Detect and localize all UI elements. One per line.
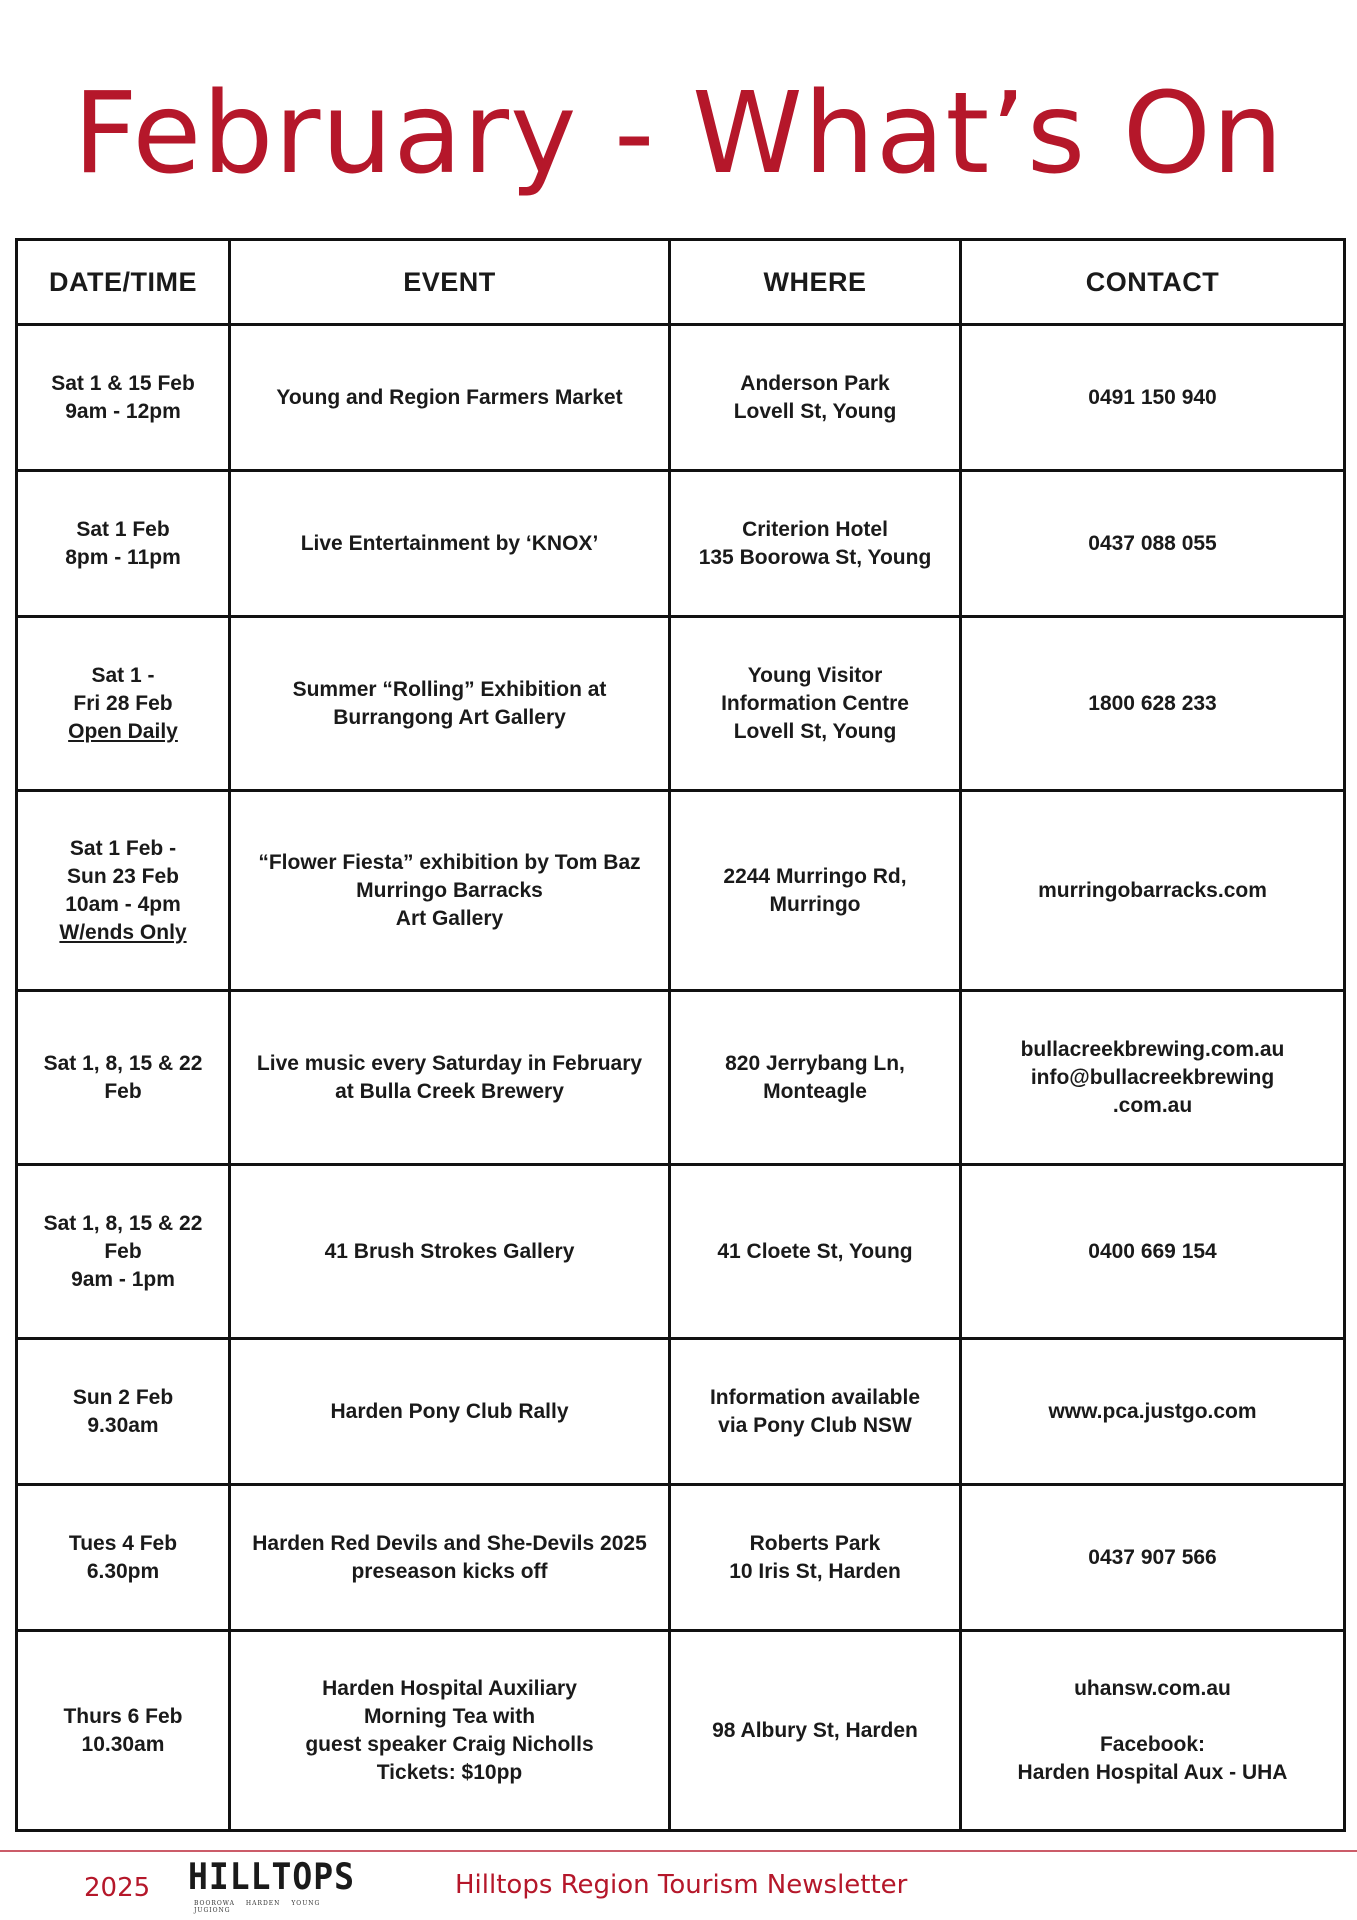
logo-towns: BOOROWA HARDEN YOUNG JUGIONG <box>194 1900 321 1914</box>
cell-line: Tickets: $10pp <box>376 1760 523 1784</box>
cell-line: Harden Hospital Aux - UHA <box>1017 1760 1288 1784</box>
cell-line: at Bulla Creek Brewery <box>335 1079 564 1103</box>
cell-event <box>230 1631 670 1831</box>
cell-line: Harden Hospital Auxiliary <box>322 1676 577 1700</box>
cell-date <box>17 791 230 991</box>
cell-line: Tues 4 Feb <box>68 1531 178 1555</box>
cell-event <box>230 1339 670 1485</box>
cell-line: Sat 1 Feb - <box>69 836 177 860</box>
cell-line: Sun 2 Feb <box>72 1385 174 1409</box>
cell-line: 10.30am <box>81 1732 165 1756</box>
cell-line: Sat 1 Feb <box>76 517 170 541</box>
cell-line: Sat 1, 8, 15 & 22 <box>43 1051 203 1075</box>
cell-where <box>670 471 961 617</box>
cell-line: Burrangong Art Gallery <box>333 705 566 729</box>
header-contact: CONTACT <box>961 240 1345 325</box>
cell-line: Murringo <box>769 892 861 916</box>
event-rows <box>17 325 1345 1831</box>
cell-line: Information available <box>709 1385 921 1409</box>
cell-line: Summer “Rolling” Exhibition at <box>292 677 607 701</box>
table-row <box>17 471 1345 617</box>
cell-line: 820 Jerrybang Ln, <box>725 1051 905 1075</box>
cell-date <box>17 1165 230 1339</box>
cell-event <box>230 791 670 991</box>
cell-line: Lovell St, Young <box>733 719 897 743</box>
cell-line: .com.au <box>1112 1093 1193 1117</box>
newsletter-title: Hilltops Region Tourism Newsletter <box>455 1870 908 1900</box>
cell-where <box>670 1339 961 1485</box>
cell-where <box>670 1165 961 1339</box>
cell-contact <box>961 617 1345 791</box>
table-row <box>17 1631 1345 1831</box>
cell-date <box>17 325 230 471</box>
footer-year: 2025 <box>84 1873 151 1903</box>
cell-line: Sun 23 Feb <box>66 864 180 888</box>
cell-line: murringobarracks.com <box>1038 878 1267 902</box>
cell-line: 98 Albury St, Harden <box>712 1718 918 1742</box>
cell-line: Feb <box>104 1239 142 1263</box>
cell-date <box>17 471 230 617</box>
cell-event <box>230 617 670 791</box>
cell-line: www.pca.justgo.com <box>1048 1399 1257 1423</box>
cell-line: Monteagle <box>763 1079 867 1103</box>
cell-line: Facebook: <box>1099 1732 1206 1756</box>
cell-where <box>670 325 961 471</box>
cell-line: uhansw.com.au <box>1074 1676 1231 1700</box>
footer-divider <box>0 1850 1357 1852</box>
table-row <box>17 991 1345 1165</box>
cell-contact <box>961 1165 1345 1339</box>
header-where: WHERE <box>670 240 961 325</box>
date-note: Open Daily <box>68 719 178 743</box>
cell-line: 10 Iris St, Harden <box>729 1559 901 1583</box>
table-row <box>17 1339 1345 1485</box>
cell-line: Morning Tea with <box>363 1704 536 1728</box>
cell-line: 41 Brush Strokes Gallery <box>324 1239 575 1263</box>
cell-contact <box>961 471 1345 617</box>
cell-line: “Flower Fiesta” exhibition by Tom Baz <box>258 850 641 874</box>
cell-line: 8pm - 11pm <box>65 545 181 569</box>
cell-line: Live Entertainment by ‘KNOX’ <box>300 531 599 555</box>
cell-where <box>670 791 961 991</box>
page-title: February - What’s On <box>73 69 1284 199</box>
cell-line: Sat 1, 8, 15 & 22 <box>43 1211 203 1235</box>
cell-line: 0491 150 940 <box>1088 385 1217 409</box>
cell-line: Sat 1 & 15 Feb <box>51 371 195 395</box>
cell-line: Criterion Hotel <box>742 517 888 541</box>
cell-where <box>670 1485 961 1631</box>
cell-contact <box>961 1485 1345 1631</box>
table-row <box>17 1485 1345 1631</box>
cell-event <box>230 1165 670 1339</box>
cell-line: 1800 628 233 <box>1088 691 1217 715</box>
cell-line: Sat 1 - <box>91 663 155 687</box>
cell-line: preseason kicks off <box>351 1559 548 1583</box>
cell-line: Roberts Park <box>749 1531 881 1555</box>
cell-line: via Pony Club NSW <box>718 1413 912 1437</box>
table-row <box>17 617 1345 791</box>
cell-date <box>17 1339 230 1485</box>
cell-event <box>230 991 670 1165</box>
cell-event <box>230 325 670 471</box>
cell-contact <box>961 325 1345 471</box>
cell-contact <box>961 1631 1345 1831</box>
cell-line: 9am - 1pm <box>71 1267 175 1291</box>
cell-line: info@bullacreekbrewing <box>1030 1065 1275 1089</box>
cell-contact <box>961 791 1345 991</box>
cell-line: Murringo Barracks <box>356 878 543 902</box>
cell-date <box>17 617 230 791</box>
cell-line: Feb <box>104 1079 142 1103</box>
cell-line: Information Centre <box>721 691 909 715</box>
cell-line: Art Gallery <box>395 906 504 930</box>
cell-date <box>17 991 230 1165</box>
cell-line: 0437 907 566 <box>1088 1545 1217 1569</box>
table-row <box>17 1165 1345 1339</box>
cell-date <box>17 1631 230 1831</box>
cell-line: Lovell St, Young <box>733 399 897 423</box>
cell-where <box>670 617 961 791</box>
cell-line: 135 Boorowa St, Young <box>698 545 932 569</box>
cell-where <box>670 1631 961 1831</box>
cell-line: 9.30am <box>87 1413 159 1437</box>
cell-line: 0437 088 055 <box>1088 531 1217 555</box>
events-table <box>15 238 1346 1832</box>
cell-line: guest speaker Craig Nicholls <box>305 1732 594 1756</box>
cell-line: Harden Pony Club Rally <box>330 1399 569 1423</box>
cell-line: Fri 28 Feb <box>73 691 173 715</box>
cell-date <box>17 1485 230 1631</box>
cell-line: Anderson Park <box>740 371 890 395</box>
header-event: EVENT <box>230 240 670 325</box>
cell-line: Thurs 6 Feb <box>63 1704 183 1728</box>
cell-event <box>230 471 670 617</box>
cell-line: Young Visitor <box>747 663 883 687</box>
header-date-time: DATE/TIME <box>17 240 230 325</box>
cell-where <box>670 991 961 1165</box>
cell-contact <box>961 1339 1345 1485</box>
cell-line: Live music every Saturday in February <box>256 1051 643 1075</box>
table-row <box>17 791 1345 991</box>
cell-line: 9am - 12pm <box>65 399 181 423</box>
cell-line: 2244 Murringo Rd, <box>723 864 907 888</box>
cell-line: Young and Region Farmers Market <box>276 385 623 409</box>
cell-contact <box>961 991 1345 1165</box>
cell-event <box>230 1485 670 1631</box>
cell-line: 41 Cloete St, Young <box>717 1239 913 1263</box>
cell-spacer <box>968 1703 1337 1731</box>
table-header-row <box>17 240 1345 325</box>
cell-line: 10am - 4pm <box>65 892 181 916</box>
table-row <box>17 325 1345 471</box>
cell-line: Harden Red Devils and She-Devils 2025 <box>252 1531 647 1555</box>
logo-wordmark: HILLTOPS <box>188 1855 355 1898</box>
date-note: W/ends Only <box>59 920 187 944</box>
cell-line: 6.30pm <box>86 1559 160 1583</box>
cell-line: 0400 669 154 <box>1088 1239 1217 1263</box>
hilltops-logo <box>188 1855 355 1914</box>
cell-line: bullacreekbrewing.com.au <box>1020 1037 1285 1061</box>
